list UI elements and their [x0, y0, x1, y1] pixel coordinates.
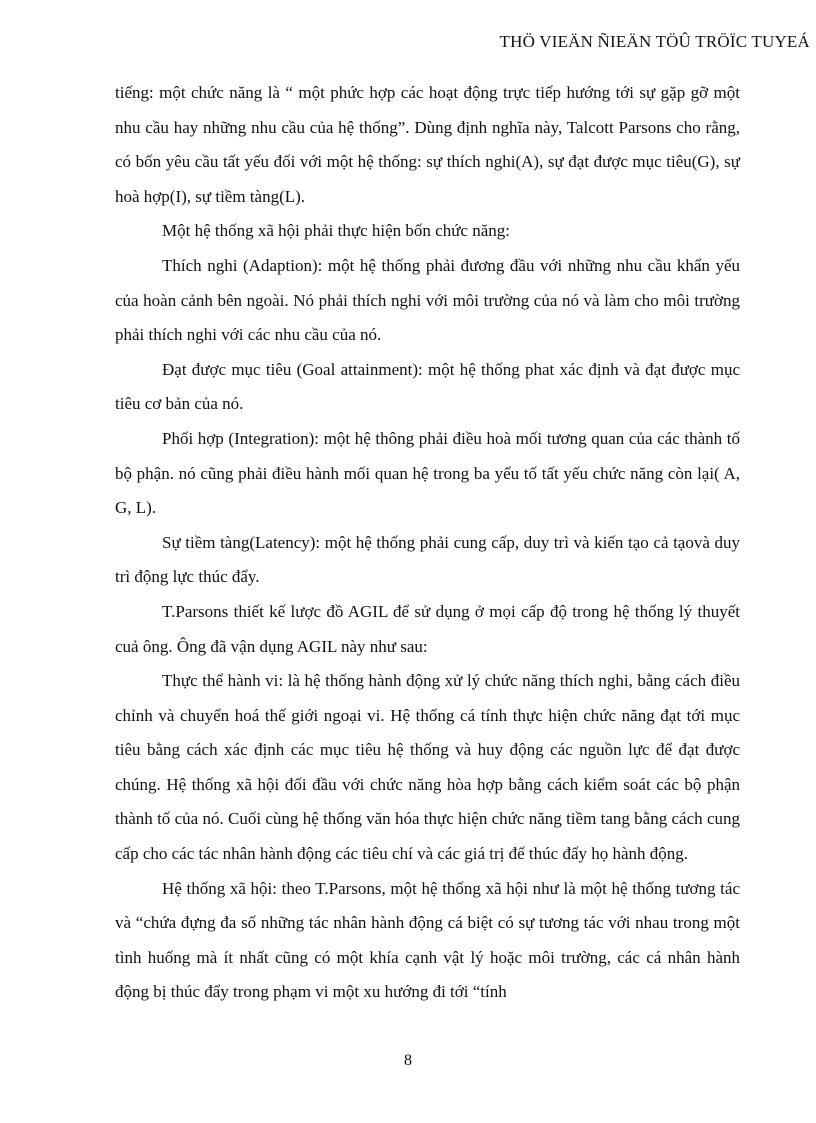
paragraph-adaptation: Thích nghi (Adaption): một hệ thống phải đương đầu với những nhu cầu khẩn yếu của hoàn cảnh bên ngoài. Nó phải thích nghi với môi trường của nó và làm cho môi trường phải thích nghi với các nhu cầu của nó. — [115, 255, 740, 345]
paragraph-behavioral-organism: Thực thể hành vi: là hệ thống hành động xử lý chức năng thích nghi, bằng cách điều chỉnh và chuyển hoá thế giới ngoại vi. Hệ thống cá tính thực hiện chức năng đạt tới mục tiêu bằng cách xác định các mục tiêu hệ thống và huy động các nguồn lực để đạt được chúng. Hệ thống xã hội đối đầu với chức năng hòa hợp bằng cách kiểm soát các bộ phận thành tố của nó. Cuối cùng hệ thống văn hóa thực hiện chức năng tiềm tang bằng cách cung cấp cho các tác nhân hành động các tiêu chí và các giá trị để thúc đẩy họ hành động. — [115, 671, 740, 864]
paragraph-functional-definition: tiếng: một chức năng là “ một phức hợp các hoạt động trực tiếp hướng tới sự gặp gỡ một nhu cầu hay những nhu cầu của hệ thống”. Dùng định nghĩa này, Talcott Parsons cho rằng, có bốn yêu cầu tất yếu đối với một hệ thống: sự thích nghi(A), sự đạt được mục tiêu(G), sự hoà hợp(I), sự tiềm tàng(L). — [115, 83, 740, 206]
paragraph-agil-scheme: T.Parsons thiết kế lược đồ AGIL để sử dụng ở mọi cấp độ trong hệ thống lý thuyết cuả ông. Ông đã vận dụng AGIL này như sau: — [115, 601, 740, 656]
page-body — [115, 76, 740, 1010]
page-header: THÖ VIEÄN ÑIEÄN TÖÛ TRÖÏC TUYEÁ — [499, 32, 810, 51]
paragraph-four-functions: Một hệ thống xã hội phải thực hiện bốn chức năng: — [162, 221, 510, 241]
paragraph-latency: Sự tiềm tàng(Latency): một hệ thống phải cung cấp, duy trì và kiến tạo cả tạovà duy trì động lực thúc đẩy. — [115, 532, 740, 587]
paragraph-goal-attainment: Đạt được mục tiêu (Goal attainment): một hệ thống phat xác định và đạt được mục tiêu cơ bản của nó. — [115, 359, 740, 414]
paragraph-social-system: Hệ thống xã hội: theo T.Parsons, một hệ thống xã hội như là một hệ thống tương tác và “chứa đựng đa số những tác nhân hành động cá biệt có sự tương tác với nhau trong một tình huống mà ít nhất cũng có một khía cạnh vật lý hoặc môi trường, các cá nhân hành động bị thúc đẩy trong phạm vi một xu hướng đi tới “tính — [115, 878, 740, 1002]
page-number: 8 — [404, 1052, 412, 1069]
paragraph-integration: Phối hợp (Integration): một hệ thông phải điều hoà mối tương quan của các thành tố bộ phận. nó cũng phải điều hành mối quan hệ trong ba yếu tố tất yếu chức năng còn lại( A, G, L). — [115, 428, 740, 518]
